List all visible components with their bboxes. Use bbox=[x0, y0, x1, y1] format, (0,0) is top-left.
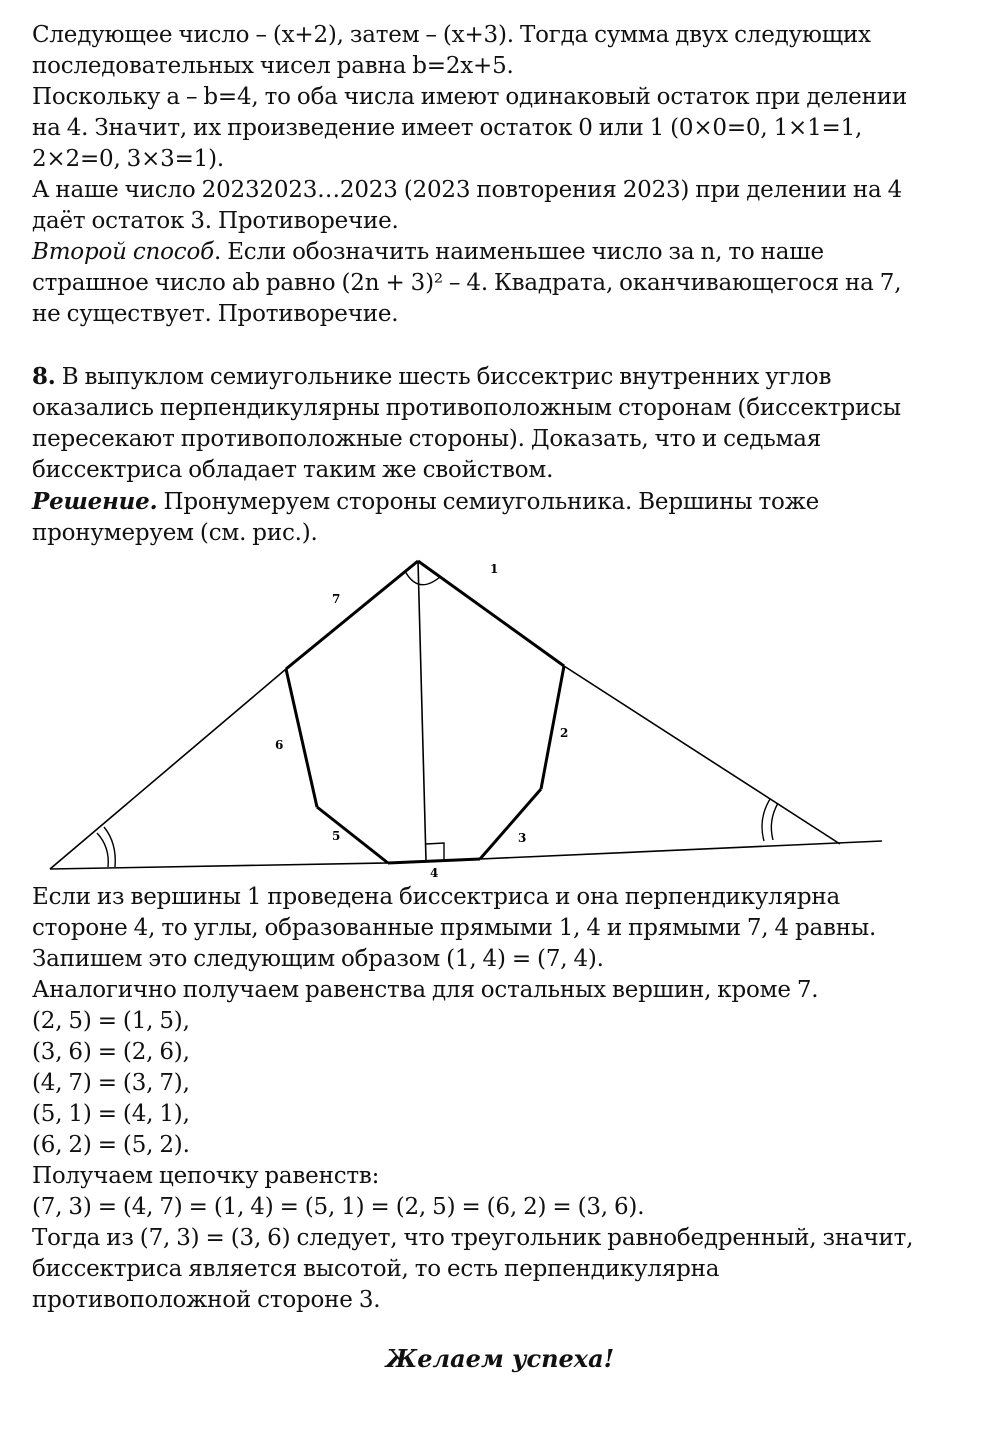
intro-line: Следующее число – (x+2), затем – (x+3). Тогда сумма двух следующих bbox=[32, 22, 871, 48]
chain-line: (7, 3) = (4, 7) = (1, 4) = (5, 1) = (2, 5) = (6, 2) = (3, 6). bbox=[32, 1194, 645, 1220]
side-label-6: 6 bbox=[275, 738, 284, 752]
intro-line: даёт остаток 3. Противоречие. bbox=[32, 208, 399, 234]
side-5 bbox=[317, 807, 388, 863]
base-left bbox=[50, 863, 388, 869]
body-line: стороне 4, то углы, образованные прямыми 1, 4 и прямыми 7, 4 равны. bbox=[32, 915, 877, 941]
left-angle-arc bbox=[97, 833, 108, 867]
side-4 bbox=[388, 859, 480, 863]
problem-text: В выпуклом семиугольнике шесть биссектрис внутренних углов bbox=[55, 364, 832, 390]
intro-line: последовательных чисел равна b=2x+5. bbox=[32, 53, 514, 79]
closing-wish: Желаем успеха! bbox=[385, 1344, 615, 1373]
solution-line: пронумеруем (см. рис.). bbox=[32, 520, 318, 546]
paragraph-gap bbox=[32, 330, 972, 361]
right-angle-arc bbox=[762, 799, 770, 841]
document-page bbox=[32, 20, 972, 1316]
solution-text: Пронумеруем стороны семиугольника. Вершины тоже bbox=[157, 489, 820, 515]
solution-label: Решение. bbox=[32, 488, 158, 515]
problem-number: 8. bbox=[32, 363, 56, 390]
side-6 bbox=[286, 669, 317, 807]
body-line: противоположной стороне 3. bbox=[32, 1287, 381, 1313]
equation-line: (4, 7) = (3, 7), bbox=[32, 1070, 190, 1096]
second-method-label: Второй способ bbox=[32, 239, 214, 265]
equation-line: (2, 5) = (1, 5), bbox=[32, 1008, 190, 1034]
side-label-7: 7 bbox=[332, 592, 341, 606]
problem-line: биссектриса обладает таким же свойством. bbox=[32, 457, 554, 483]
intro-line: не существует. Противоречие. bbox=[32, 301, 399, 327]
problem-line: пересекают противоположные стороны). Доказать, что и седьмая bbox=[32, 426, 822, 452]
body-line: Аналогично получаем равенства для остальных вершин, кроме 7. bbox=[32, 977, 819, 1003]
side-7 bbox=[286, 561, 418, 669]
intro-line: страшное число ab равно (2n + 3)² – 4. Квадрата, оканчивающегося на 7, bbox=[32, 270, 902, 296]
body-line: биссектриса является высотой, то есть перпендикулярна bbox=[32, 1256, 720, 1282]
bisector-line bbox=[418, 561, 426, 861]
right-angle-mark bbox=[426, 843, 444, 860]
second-method-text: . Если обозначить наименьшее число за n, то наше bbox=[213, 239, 824, 265]
right-angle-arc bbox=[771, 803, 778, 840]
equation-line: (6, 2) = (5, 2). bbox=[32, 1132, 190, 1158]
intro-line: на 4. Значит, их произведение имеет остаток 0 или 1 (0×0=0, 1×1=1, bbox=[32, 115, 863, 141]
extension-left bbox=[50, 669, 286, 869]
intro-line bbox=[32, 237, 972, 268]
equation-line: (3, 6) = (2, 6), bbox=[32, 1039, 190, 1065]
intro-line: 2×2=0, 3×3=1). bbox=[32, 146, 224, 172]
side-1 bbox=[418, 561, 564, 666]
side-label-2: 2 bbox=[560, 726, 569, 740]
equation-line: (5, 1) = (4, 1), bbox=[32, 1101, 190, 1127]
intro-line: Поскольку a – b=4, то оба числа имеют одинаковый остаток при делении bbox=[32, 84, 907, 110]
side-3 bbox=[480, 789, 541, 859]
body-line: Получаем цепочку равенств: bbox=[32, 1163, 380, 1189]
body-line: Запишем это следующим образом (1, 4) = (7, 4). bbox=[32, 946, 604, 972]
heptagon-figure bbox=[20, 557, 960, 882]
side-label-3: 3 bbox=[518, 831, 527, 845]
side-label-4: 4 bbox=[430, 866, 439, 880]
side-label-1: 1 bbox=[490, 562, 499, 576]
body-line: Тогда из (7, 3) = (3, 6) следует, что треугольник равнобедренный, значит, bbox=[32, 1225, 914, 1251]
side-label-5: 5 bbox=[332, 829, 341, 843]
body-line: Если из вершины 1 проведена биссектриса и она перпендикулярна bbox=[32, 884, 841, 910]
intro-line: А наше число 20232023…2023 (2023 повторения 2023) при делении на 4 bbox=[32, 177, 903, 203]
extension-right bbox=[564, 666, 840, 844]
problem-line bbox=[32, 361, 972, 393]
solution-line bbox=[32, 486, 972, 518]
base-right bbox=[480, 841, 882, 859]
problem-line: оказались перпендикулярны противоположным сторонам (биссектрисы bbox=[32, 395, 901, 421]
heptagon-diagram bbox=[20, 557, 960, 882]
